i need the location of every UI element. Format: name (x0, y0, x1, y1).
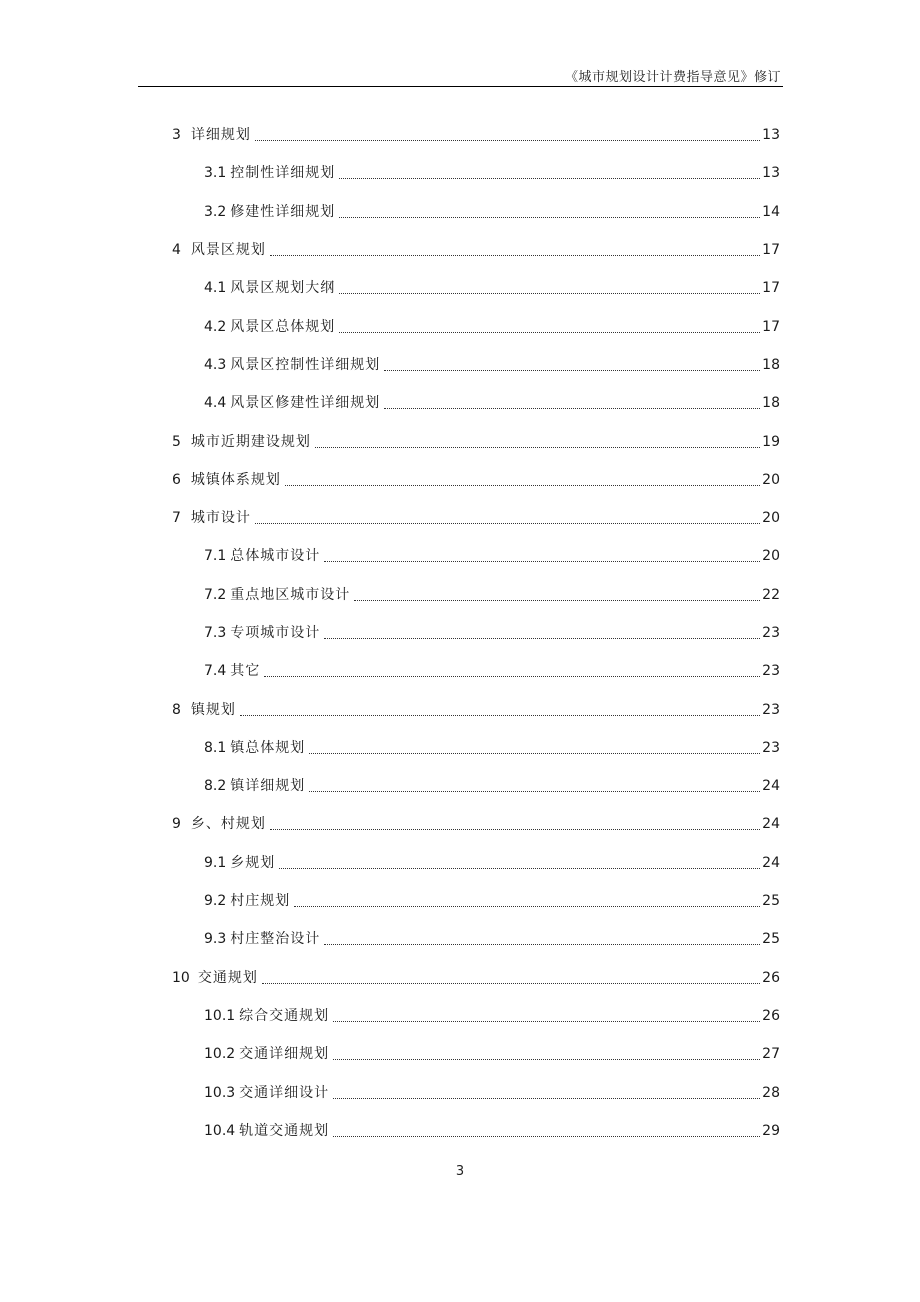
toc-entry-title: 风景区规划大纲 (230, 280, 336, 297)
toc-entry[interactable] (172, 346, 780, 384)
toc-entry[interactable] (172, 997, 780, 1035)
toc-entry[interactable] (172, 116, 780, 154)
toc-entry-title: 详细规划 (190, 127, 251, 144)
toc-leader-dots (309, 752, 760, 754)
toc-leader-dots (324, 637, 760, 639)
toc-entry-title: 交通规划 (197, 969, 258, 986)
toc-entry-page: 17 (762, 242, 780, 259)
toc-entry-number: 10.1 (204, 1007, 236, 1024)
toc-entry-title: 重点地区城市设计 (230, 586, 351, 603)
toc-entry-page: 20 (762, 510, 780, 527)
toc-leader-dots (240, 714, 760, 716)
toc-entry-page: 23 (762, 701, 780, 718)
toc-entry[interactable] (172, 882, 780, 920)
toc-entry-title: 交通详细规划 (239, 1046, 330, 1063)
toc-entry-number: 9.1 (204, 854, 227, 871)
toc-entry-page: 20 (762, 471, 780, 488)
toc-leader-dots (285, 484, 760, 486)
toc-entry[interactable] (172, 499, 780, 537)
toc-leader-dots (333, 1097, 760, 1099)
toc-leader-dots (339, 177, 760, 179)
toc-leader-dots (333, 1020, 760, 1022)
toc-entry-page: 18 (762, 395, 780, 412)
toc-leader-dots (309, 790, 760, 792)
toc-leader-dots (324, 560, 760, 562)
toc-entry-title: 城市近期建设规划 (190, 433, 311, 450)
toc-entry-number: 10.3 (204, 1084, 236, 1101)
toc-entry-page: 25 (762, 931, 780, 948)
toc-entry-title: 轨道交通规划 (239, 1122, 330, 1139)
toc-entry-page: 14 (762, 203, 780, 220)
toc-entry-number: 8.2 (204, 778, 227, 795)
toc-entry-title: 村庄规划 (230, 893, 291, 910)
toc-entry-number: 3.2 (204, 203, 227, 220)
page-header (138, 64, 783, 87)
toc-entry-number: 6 (172, 471, 181, 488)
toc-entry[interactable] (172, 1035, 780, 1073)
toc-entry[interactable] (172, 959, 780, 997)
toc-entry-number: 9.2 (204, 893, 227, 910)
toc-entry-title: 控制性详细规划 (230, 165, 336, 182)
toc-entry[interactable] (172, 805, 780, 843)
table-of-contents (172, 116, 780, 1150)
toc-entry-title: 交通详细设计 (239, 1084, 330, 1101)
toc-entry-page: 19 (762, 433, 780, 450)
toc-leader-dots (339, 331, 760, 333)
toc-leader-dots (255, 139, 760, 141)
toc-entry[interactable] (172, 461, 780, 499)
toc-entry-title: 风景区控制性详细规划 (230, 356, 381, 373)
toc-entry-page: 28 (762, 1084, 780, 1101)
toc-entry-number: 4 (172, 242, 181, 259)
toc-leader-dots (354, 599, 760, 601)
toc-entry-number: 8 (172, 701, 181, 718)
toc-leader-dots (315, 446, 760, 448)
toc-entry-page: 24 (762, 854, 780, 871)
toc-leader-dots (333, 1058, 760, 1060)
toc-entry[interactable] (172, 537, 780, 575)
toc-leader-dots (384, 369, 760, 371)
toc-entry-page: 24 (762, 816, 780, 833)
toc-entry[interactable] (172, 1112, 780, 1150)
toc-entry-title: 乡规划 (230, 854, 276, 871)
toc-entry-number: 9.3 (204, 931, 227, 948)
toc-entry[interactable] (172, 729, 780, 767)
toc-entry-page: 17 (762, 280, 780, 297)
toc-entry-title: 乡、村规划 (190, 816, 266, 833)
toc-entry-title: 综合交通规划 (239, 1007, 330, 1024)
toc-leader-dots (384, 407, 760, 409)
toc-entry-number: 10.2 (204, 1046, 236, 1063)
toc-entry-title: 风景区规划 (190, 242, 266, 259)
toc-entry-page: 26 (762, 969, 780, 986)
toc-entry[interactable] (172, 614, 780, 652)
toc-entry-title: 镇总体规划 (230, 739, 306, 756)
toc-entry-title: 专项城市设计 (230, 625, 321, 641)
toc-leader-dots (264, 675, 760, 677)
toc-entry[interactable] (172, 920, 780, 958)
toc-entry-number: 10 (172, 969, 190, 986)
toc-entry-number: 7.3 (204, 625, 227, 641)
toc-entry[interactable] (172, 269, 780, 307)
toc-leader-dots (339, 216, 760, 218)
toc-entry-title: 镇详细规划 (230, 778, 306, 795)
toc-entry-page: 27 (762, 1046, 780, 1063)
toc-entry[interactable] (172, 844, 780, 882)
toc-entry-page: 24 (762, 778, 780, 795)
toc-entry-page: 23 (762, 739, 780, 756)
toc-entry-number: 5 (172, 433, 181, 450)
toc-entry-number: 3.1 (204, 165, 227, 182)
toc-entry-title: 风景区修建性详细规划 (230, 395, 381, 412)
toc-leader-dots (270, 254, 760, 256)
toc-entry[interactable] (172, 652, 780, 690)
toc-entry[interactable] (172, 384, 780, 422)
toc-entry-page: 26 (762, 1007, 780, 1024)
toc-entry-number: 4.1 (204, 280, 227, 297)
toc-entry-number: 4.3 (204, 356, 227, 373)
toc-leader-dots (262, 982, 760, 984)
toc-entry-title: 其它 (230, 663, 261, 680)
toc-entry-page: 22 (762, 586, 780, 603)
toc-entry[interactable] (172, 767, 780, 805)
toc-entry-number: 4.4 (204, 395, 227, 412)
toc-entry-title: 总体城市设计 (230, 548, 321, 565)
toc-entry-number: 10.4 (204, 1122, 236, 1139)
toc-entry[interactable] (172, 231, 780, 269)
toc-leader-dots (255, 522, 760, 524)
toc-entry[interactable] (172, 154, 780, 192)
toc-entry-page: 25 (762, 893, 780, 910)
toc-leader-dots (333, 1135, 760, 1137)
toc-entry-number: 7.2 (204, 586, 227, 603)
toc-entry-number: 7 (172, 510, 181, 527)
toc-entry-title: 城市设计 (190, 510, 251, 527)
toc-entry-title: 修建性详细规划 (230, 203, 336, 220)
toc-entry-page: 29 (762, 1122, 780, 1139)
toc-entry-page: 13 (762, 165, 780, 182)
toc-entry[interactable] (172, 690, 780, 728)
toc-entry[interactable] (172, 193, 780, 231)
toc-entry-page: 23 (762, 663, 780, 680)
header-title: 《城市规划设计计费指导意见》修订 (564, 70, 781, 85)
toc-entry-number: 3 (172, 127, 181, 144)
toc-entry-number: 4.2 (204, 318, 227, 335)
toc-entry-title: 镇规划 (190, 701, 236, 718)
toc-entry[interactable] (172, 422, 780, 460)
page-number: 3 (455, 1164, 465, 1179)
toc-entry-page: 23 (762, 625, 780, 641)
toc-entry-page: 17 (762, 318, 780, 335)
toc-leader-dots (270, 828, 760, 830)
toc-entry-number: 7.4 (204, 663, 227, 680)
toc-leader-dots (279, 867, 760, 869)
toc-entry-number: 9 (172, 816, 181, 833)
toc-entry-number: 7.1 (204, 548, 227, 565)
toc-entry-page: 20 (762, 548, 780, 565)
toc-entry-page: 13 (762, 127, 780, 144)
toc-entry[interactable] (172, 307, 780, 345)
toc-entry[interactable] (172, 1073, 780, 1111)
toc-entry-number: 8.1 (204, 739, 227, 756)
toc-entry-title: 城镇体系规划 (190, 471, 281, 488)
toc-leader-dots (294, 905, 760, 907)
toc-entry-page: 18 (762, 356, 780, 373)
toc-leader-dots (324, 943, 760, 945)
toc-entry-title: 风景区总体规划 (230, 318, 336, 335)
toc-entry-title: 村庄整治设计 (230, 931, 321, 948)
toc-entry[interactable] (172, 576, 780, 614)
toc-leader-dots (339, 292, 760, 294)
